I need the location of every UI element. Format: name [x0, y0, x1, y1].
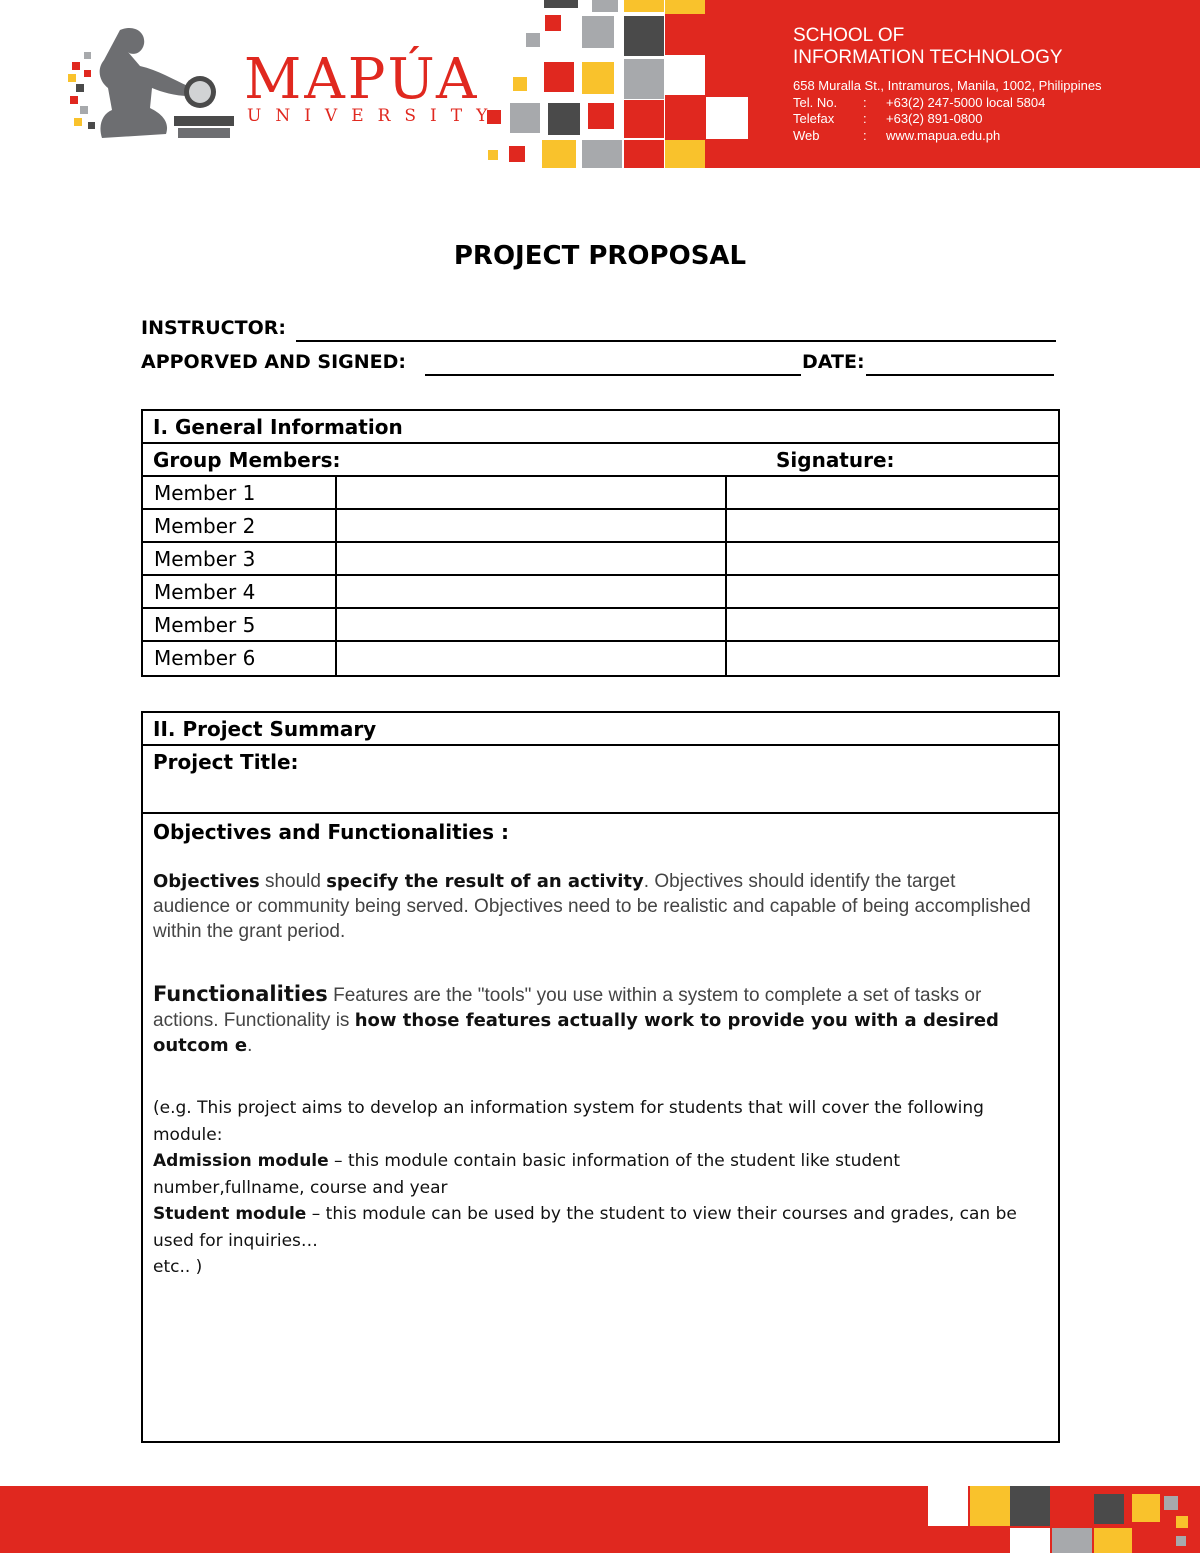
project-title-row[interactable] [143, 746, 1058, 814]
general-information-table [141, 409, 1060, 677]
date-field[interactable] [866, 352, 1054, 376]
brand-name: MAPÚA [244, 47, 480, 112]
footer-mosaic-square [1146, 1526, 1166, 1546]
contact-separator: : [863, 94, 867, 110]
signature-label: Signature: [776, 448, 895, 472]
contact-label: Web [793, 127, 820, 143]
contact-value: +63(2) 247-5000 local 5804 [886, 94, 1046, 110]
brand-subtitle: UNIVERSITY [247, 106, 502, 126]
example-module [153, 1148, 1038, 1201]
footer-mosaic-square [1052, 1528, 1092, 1553]
objectives-functionalities-cell[interactable] [143, 814, 1058, 1281]
functionalities-text: . [247, 1035, 253, 1056]
school-info [793, 25, 1102, 144]
objectives-paragraph [153, 869, 1033, 944]
document-title: PROJECT PROPOSAL [453, 241, 747, 271]
member-name-cell[interactable] [337, 609, 727, 640]
brand-wordmark [244, 47, 502, 130]
objectives-term: Objectives [153, 871, 260, 892]
member-label: Member 2 [143, 510, 337, 541]
member-row [143, 477, 1058, 510]
footer-mosaic-square [928, 1486, 968, 1526]
member-row [143, 642, 1058, 675]
member-label: Member 4 [143, 576, 337, 607]
functionalities-paragraph [153, 982, 1033, 1058]
member-name-cell[interactable] [337, 642, 727, 675]
example-end: etc.. ) [153, 1257, 203, 1277]
section-heading: II. Project Summary [143, 713, 1058, 746]
member-name-cell[interactable] [337, 477, 727, 508]
section-heading: I. General Information [143, 411, 1058, 444]
example-module [153, 1201, 1038, 1254]
example-module-label: Student module [153, 1204, 307, 1224]
member-name-cell[interactable] [337, 576, 727, 607]
example-block [153, 1095, 1038, 1281]
project-summary-table [141, 711, 1060, 1443]
contact-separator: : [863, 111, 867, 126]
footer-mosaic-square [1094, 1528, 1132, 1553]
member-label: Member 3 [143, 543, 337, 574]
example-module-text: – this module contain basic information of the student like student number,fullname, course and year [153, 1151, 901, 1198]
school-address: 658 Muralla St., Intramuros, Manila, 1002, Philippines [793, 78, 1102, 93]
functionalities-term: Functionalities [153, 982, 328, 1006]
instructor-field[interactable] [296, 318, 1056, 342]
approved-signed-field[interactable] [425, 352, 801, 376]
footer-mosaic-square [1010, 1528, 1050, 1553]
objectives-text: . Objectives should identify the target audience or community being served. Objectives need to be realistic and capable of being accomplished within the grant period. [153, 871, 1031, 942]
instructor-label: INSTRUCTOR: [141, 317, 286, 339]
mapua-statue-logo [62, 22, 242, 152]
member-row [143, 510, 1058, 543]
school-name-line1: SCHOOL OF [793, 25, 905, 46]
example-module-label: Admission module [153, 1151, 329, 1171]
objectives-emphasis: specify the result of an activity [326, 871, 644, 892]
contact-separator: : [863, 127, 867, 143]
approved-signed-label: APPORVED AND SIGNED: [141, 351, 406, 373]
project-title-label: Project Title: [153, 750, 299, 774]
footer-mosaic-square [1094, 1494, 1124, 1524]
letterhead [0, 0, 1200, 175]
contact-row [793, 95, 1102, 112]
footer-band [0, 1486, 1200, 1553]
members-header-row [143, 444, 1058, 477]
school-name-line2: INFORMATION TECHNOLOGY [793, 47, 1063, 68]
member-name-cell[interactable] [337, 510, 727, 541]
member-signature-cell[interactable] [727, 609, 1058, 640]
contact-value: +63(2) 891-0800 [886, 111, 983, 126]
footer-mosaic-square [1132, 1494, 1160, 1522]
footer-mosaic-square [1164, 1496, 1178, 1510]
footer-mosaic-square [1176, 1536, 1186, 1546]
member-name-cell[interactable] [337, 543, 727, 574]
member-row [143, 543, 1058, 576]
objectives-functionalities-label: Objectives and Functionalities : [153, 820, 509, 844]
member-label: Member 6 [143, 642, 337, 675]
functionalities-text: Features are the "tools" you use within a system to complete a set of tasks or actions. Functionality is [153, 985, 982, 1031]
member-signature-cell[interactable] [727, 543, 1058, 574]
example-module-text: – this module can be used by the student to view their courses and grades, can be used for inquiries… [153, 1204, 1017, 1251]
member-row [143, 576, 1058, 609]
footer-mosaic-square [970, 1486, 1010, 1526]
contact-label: Telefax [793, 111, 835, 126]
contact-row [793, 111, 1102, 128]
functionalities-emphasis: how those features actually work to provide you with a desired outcom e [153, 1010, 999, 1056]
contact-label: Tel. No. [793, 94, 838, 110]
member-signature-cell[interactable] [727, 477, 1058, 508]
example-intro: (e.g. This project aims to develop an information system for students that will cover the following module: [153, 1098, 984, 1145]
member-signature-cell[interactable] [727, 642, 1058, 675]
contact-row [793, 128, 1102, 145]
member-label: Member 1 [143, 477, 337, 508]
objectives-text: should [259, 871, 327, 892]
member-signature-cell[interactable] [727, 510, 1058, 541]
member-label: Member 5 [143, 609, 337, 640]
footer-mosaic-square [1010, 1486, 1050, 1526]
member-row [143, 609, 1058, 642]
contact-value: www.mapua.edu.ph [886, 127, 1001, 143]
group-members-label: Group Members: [153, 448, 341, 472]
member-signature-cell[interactable] [727, 576, 1058, 607]
footer-mosaic-square [1176, 1516, 1188, 1528]
date-label: DATE: [802, 351, 865, 373]
